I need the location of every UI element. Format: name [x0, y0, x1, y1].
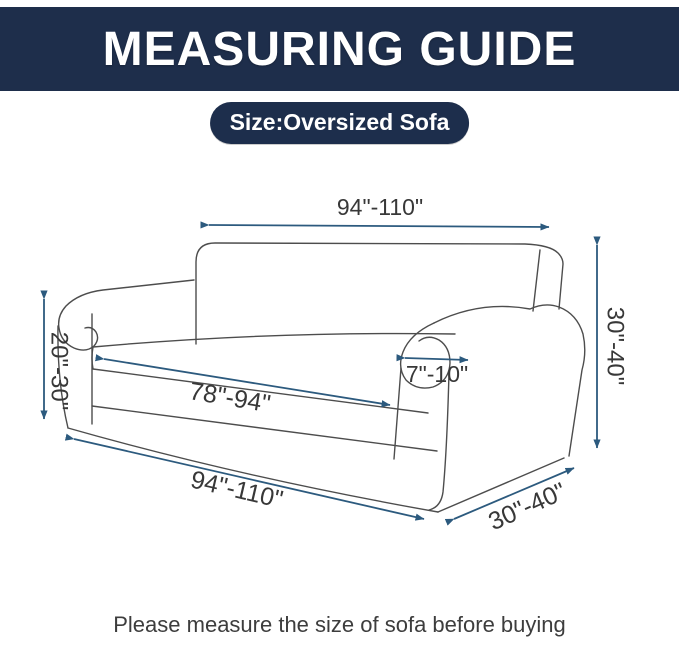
label-overall-height: 30"-40": [601, 306, 629, 386]
page-title: MEASURING GUIDE: [102, 22, 577, 76]
sofa-outline: [58, 243, 585, 512]
size-badge-label: Size:Oversized Sofa: [229, 109, 450, 135]
label-top-width: 94"-110": [336, 194, 424, 220]
arrow-arm-width: [405, 358, 468, 360]
arrow-top-width: [209, 225, 549, 227]
label-arm-width: 7"-10": [405, 361, 469, 387]
label-depth: 30"-40": [484, 477, 571, 537]
label-left-arm-height: 20"-30": [45, 331, 73, 411]
measurement-arrows: [44, 225, 597, 519]
label-bottom-width: 94"-110": [188, 465, 286, 514]
label-inner-seat-width: 78"-94": [187, 377, 273, 419]
footer-note: Please measure the size of sofa before buying: [113, 612, 566, 637]
